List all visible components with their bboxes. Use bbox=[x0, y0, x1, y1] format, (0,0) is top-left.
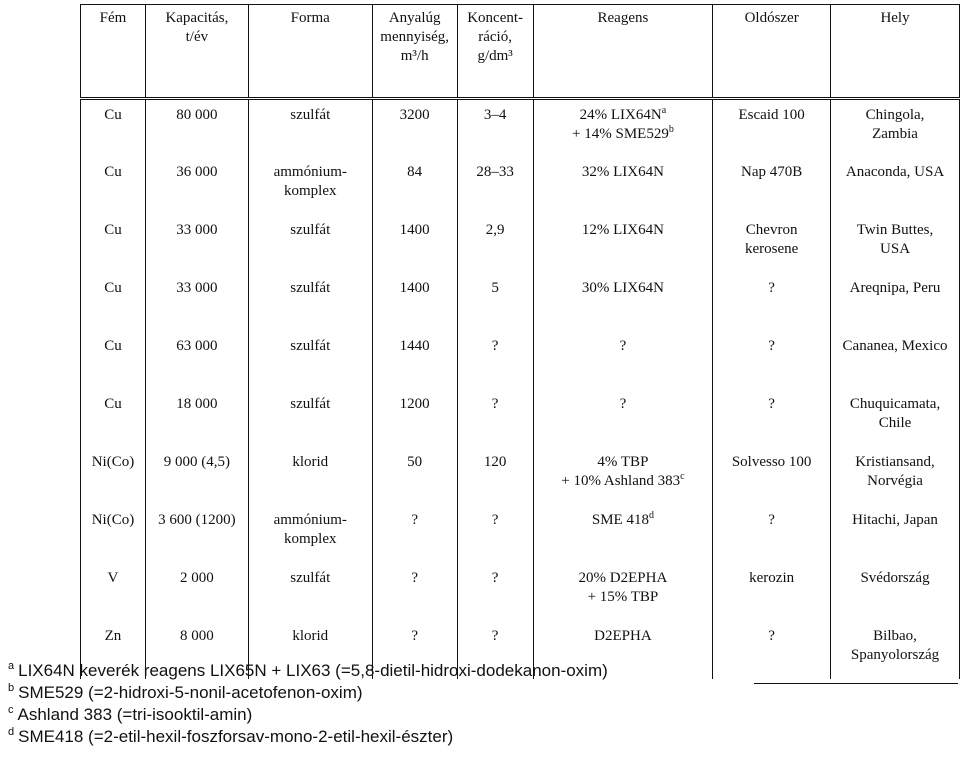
cell-fem: Cu bbox=[81, 99, 146, 157]
footnotes bbox=[8, 660, 768, 748]
cell-kapacitas: 33 000 bbox=[145, 215, 248, 273]
cell-forma: szulfát bbox=[248, 563, 372, 621]
cell-anyalug: 1440 bbox=[372, 331, 457, 389]
cell-oldoszer: Solvesso 100 bbox=[713, 447, 831, 505]
cell-fem: Cu bbox=[81, 331, 146, 389]
cell-forma: szulfát bbox=[248, 389, 372, 447]
cell-hely: Hitachi, Japan bbox=[831, 505, 960, 563]
cell-reagens: 32% LIX64N bbox=[533, 157, 713, 215]
table-row bbox=[81, 157, 960, 215]
cell-reagens: 4% TBP + 10% Ashland 383$^c$ bbox=[533, 447, 713, 505]
table-row bbox=[81, 447, 960, 505]
cell-oldoszer: Chevron kerosene bbox=[713, 215, 831, 273]
cell-reagens: SME 418$^d$ bbox=[533, 505, 713, 563]
cell-forma: ammónium- komplex bbox=[248, 157, 372, 215]
cell-forma: szulfát bbox=[248, 331, 372, 389]
cell-fem: Cu bbox=[81, 273, 146, 331]
cell-hely: Chingola, Zambia bbox=[831, 99, 960, 157]
cell-koncentracio: 28–33 bbox=[457, 157, 533, 215]
table-row bbox=[81, 505, 960, 563]
cell-hely: Anaconda, USA bbox=[831, 157, 960, 215]
cell-reagens: 24% $LIX64N^a$ + 14% SME529$^b$ bbox=[533, 99, 713, 157]
footnote-d: $^d$ SME418 (=2-etil-hexil-foszforsav-mono-2-etil-hexil-észter) bbox=[8, 726, 454, 746]
table-header-row bbox=[81, 5, 960, 99]
cell-fem: Cu bbox=[81, 215, 146, 273]
cell-hely: Chuquicamata, Chile bbox=[831, 389, 960, 447]
cell-fem: Cu bbox=[81, 389, 146, 447]
cell-kapacitas: 80 000 bbox=[145, 99, 248, 157]
cell-hely: Areqnipa, Peru bbox=[831, 273, 960, 331]
cell-anyalug: 50 bbox=[372, 447, 457, 505]
cell-anyalug: 1400 bbox=[372, 215, 457, 273]
cell-reagens: 30% LIX64N bbox=[533, 273, 713, 331]
header-fem: Fém bbox=[81, 5, 146, 99]
header-anyalug: Anyalúg mennyiség, m³/h bbox=[372, 5, 457, 99]
cell-oldoszer: ? bbox=[713, 389, 831, 447]
cell-koncentracio: ? bbox=[457, 331, 533, 389]
cell-forma: klorid bbox=[248, 621, 372, 679]
cell-oldoszer: ? bbox=[713, 273, 831, 331]
cell-oldoszer: Escaid 100 bbox=[713, 99, 831, 157]
cell-forma: szulfát bbox=[248, 273, 372, 331]
table-row bbox=[81, 215, 960, 273]
cell-fem: V bbox=[81, 563, 146, 621]
table-row bbox=[81, 331, 960, 389]
cell-kapacitas: 8 000 bbox=[145, 621, 248, 679]
cell-kapacitas: 9 000 (4,5) bbox=[145, 447, 248, 505]
cell-reagens: D2EPHA bbox=[533, 621, 713, 679]
cell-forma: klorid bbox=[248, 447, 372, 505]
cell-hely: Bilbao, Spanyolország bbox=[831, 621, 960, 679]
cell-hely: Cananea, Mexico bbox=[831, 331, 960, 389]
cell-oldoszer: kerozin bbox=[713, 563, 831, 621]
cell-kapacitas: 3 600 (1200) bbox=[145, 505, 248, 563]
cell-koncentracio: ? bbox=[457, 621, 533, 679]
cell-oldoszer: ? bbox=[713, 331, 831, 389]
table-bottom-rule bbox=[754, 683, 958, 684]
cell-fem: Ni(Co) bbox=[81, 505, 146, 563]
cell-reagens: 12% LIX64N bbox=[533, 215, 713, 273]
cell-koncentracio: 5 bbox=[457, 273, 533, 331]
cell-fem: Cu bbox=[81, 157, 146, 215]
cell-reagens: ? bbox=[533, 389, 713, 447]
cell-oldoszer: ? bbox=[713, 621, 831, 679]
cell-koncentracio: 3–4 bbox=[457, 99, 533, 157]
cell-reagens: ? bbox=[533, 331, 713, 389]
cell-koncentracio: ? bbox=[457, 505, 533, 563]
cell-oldoszer: Nap 470B bbox=[713, 157, 831, 215]
footnote-mark: b bbox=[668, 124, 674, 135]
table-row bbox=[81, 99, 960, 157]
cell-anyalug: 1200 bbox=[372, 389, 457, 447]
footnote-c: $^c$ Ashland 383 (=tri-isooktil-amin) bbox=[8, 704, 253, 724]
cell-anyalug: ? bbox=[372, 621, 457, 679]
cell-kapacitas: 63 000 bbox=[145, 331, 248, 389]
footnote-mark: a bbox=[661, 105, 667, 116]
table-row bbox=[81, 389, 960, 447]
table-row bbox=[81, 273, 960, 331]
header-hely: Hely bbox=[831, 5, 960, 99]
cell-koncentracio: 2,9 bbox=[457, 215, 533, 273]
cell-fem: Ni(Co) bbox=[81, 447, 146, 505]
cell-fem: Zn bbox=[81, 621, 146, 679]
cell-kapacitas: 2 000 bbox=[145, 563, 248, 621]
cell-reagens: 20% D2EPHA + 15% TBP bbox=[533, 563, 713, 621]
cell-anyalug: ? bbox=[372, 563, 457, 621]
header-reagens: Reagens bbox=[533, 5, 713, 99]
cell-kapacitas: 33 000 bbox=[145, 273, 248, 331]
cell-koncentracio: ? bbox=[457, 389, 533, 447]
table-body bbox=[81, 99, 960, 679]
table-row bbox=[81, 563, 960, 621]
cell-forma: ammónium- komplex bbox=[248, 505, 372, 563]
header-kapacitas: Kapacitás, t/év bbox=[145, 5, 248, 99]
cell-anyalug: 84 bbox=[372, 157, 457, 215]
footnote-mark: c bbox=[680, 470, 685, 482]
cell-anyalug: ? bbox=[372, 505, 457, 563]
cell-koncentracio: ? bbox=[457, 563, 533, 621]
solvent-extraction-plants-table bbox=[80, 4, 960, 679]
footnote-a: $^a$ LIX64N keverék reagens LIX65N + LIX63 (=5,8-dietil-hidroxi-dodekanon-oxim) bbox=[8, 660, 608, 680]
cell-oldoszer: ? bbox=[713, 505, 831, 563]
header-oldoszer: Oldószer bbox=[713, 5, 831, 99]
footnote-b: $^b$ SME529 (=2-hidroxi-5-nonil-acetofenon-oxim) bbox=[8, 682, 363, 702]
cell-hely: Kristiansand, Norvégia bbox=[831, 447, 960, 505]
cell-anyalug: 3200 bbox=[372, 99, 457, 157]
cell-hely: Svédország bbox=[831, 563, 960, 621]
cell-anyalug: 1400 bbox=[372, 273, 457, 331]
cell-kapacitas: 18 000 bbox=[145, 389, 248, 447]
header-koncentracio: Koncent- ráció, g/dm³ bbox=[457, 5, 533, 99]
cell-koncentracio: 120 bbox=[457, 447, 533, 505]
cell-kapacitas: 36 000 bbox=[145, 157, 248, 215]
header-forma: Forma bbox=[248, 5, 372, 99]
cell-forma: szulfát bbox=[248, 99, 372, 157]
cell-forma: szulfát bbox=[248, 215, 372, 273]
footnote-mark: d bbox=[648, 509, 654, 521]
cell-hely: Twin Buttes, USA bbox=[831, 215, 960, 273]
